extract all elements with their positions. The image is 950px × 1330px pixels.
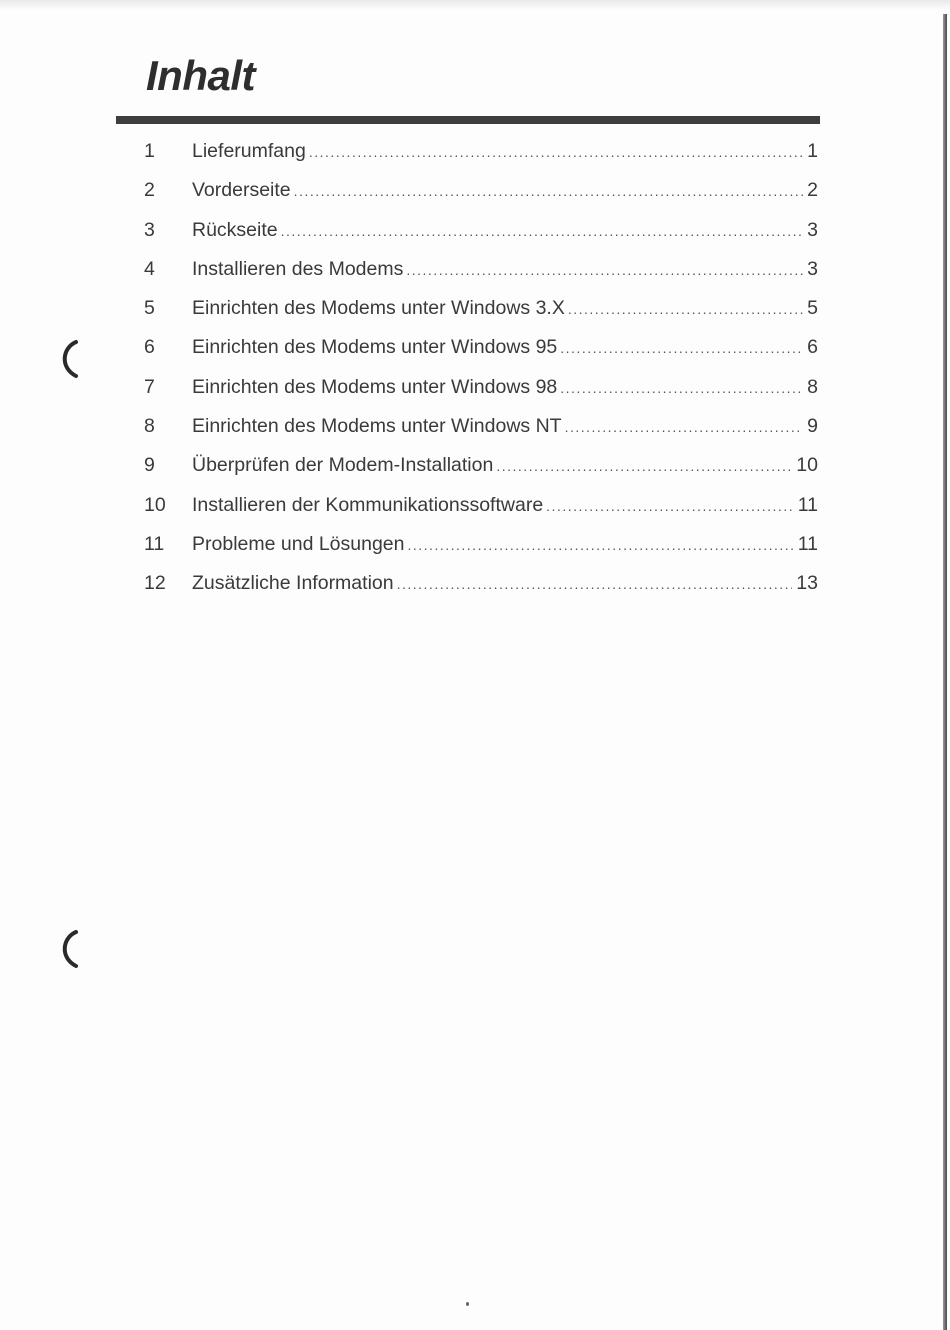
punch-hole-mark	[52, 338, 86, 380]
toc-page-number: 11	[797, 493, 818, 516]
toc-number: 12	[144, 572, 166, 595]
toc-page-number: 9	[807, 415, 818, 438]
toc-number: 9	[144, 454, 155, 477]
toc-dot-leader	[560, 369, 803, 408]
toc-title: Einrichten des Modems unter Windows 95	[192, 336, 558, 359]
toc-page-number: 6	[807, 336, 818, 359]
toc-number: 5	[144, 297, 155, 320]
toc-entry	[144, 171, 818, 210]
toc-number: 3	[144, 218, 155, 241]
toc-page-number: 8	[807, 375, 818, 398]
toc-title: Einrichten des Modems unter Windows NT	[192, 415, 562, 438]
toc-page-number: 3	[807, 257, 818, 280]
toc-entry	[144, 446, 818, 485]
toc-dot-leader	[408, 526, 794, 565]
toc-number: 4	[144, 257, 155, 280]
page-right-edge	[943, 14, 947, 1330]
toc-title: Vorderseite	[192, 179, 291, 202]
toc-entry	[144, 328, 818, 367]
toc-dot-leader	[309, 133, 803, 172]
toc-page-number: 10	[796, 454, 818, 477]
toc-entry	[144, 250, 818, 289]
toc-title: Überprüfen der Modem-Installation	[192, 454, 494, 477]
toc-dot-leader	[546, 487, 794, 526]
toc-page-number: 3	[807, 218, 818, 241]
toc-dot-leader	[496, 447, 792, 486]
toc-entry	[144, 407, 818, 446]
punch-hole-mark	[52, 928, 86, 970]
toc-title: Zusätzliche Information	[192, 572, 394, 595]
toc-title: Installieren des Modems	[192, 257, 404, 280]
toc-entry	[144, 525, 818, 564]
toc-page-number: 13	[796, 572, 818, 595]
toc-entry	[144, 211, 818, 250]
toc-number: 8	[144, 415, 155, 438]
toc-number: 2	[144, 179, 155, 202]
toc-title: Rückseite	[192, 218, 278, 241]
toc-number: 11	[144, 532, 165, 555]
toc-entry	[144, 486, 818, 525]
toc-dot-leader	[294, 172, 803, 211]
toc-page-number: 2	[807, 179, 818, 202]
page-title: Inhalt	[146, 52, 255, 99]
toc-page-number: 5	[807, 297, 818, 320]
toc-dot-leader	[397, 565, 793, 604]
toc-number: 1	[144, 140, 155, 162]
toc-title: Einrichten des Modems unter Windows 98	[192, 375, 558, 398]
toc-title: Einrichten des Modems unter Windows 3.X	[192, 297, 565, 320]
toc-title: Installieren der Kommunikationssoftware	[192, 493, 544, 516]
toc-dot-leader	[560, 329, 803, 368]
title-rule	[116, 116, 820, 124]
toc-title: Lieferumfang	[192, 140, 306, 162]
toc-title: Probleme und Lösungen	[192, 532, 405, 555]
toc-number: 6	[144, 336, 155, 359]
toc-entry	[144, 289, 818, 328]
toc-dot-leader	[281, 212, 804, 251]
toc-dot-leader	[568, 290, 803, 329]
toc-dot-leader	[406, 251, 803, 290]
table-of-contents	[144, 132, 818, 604]
toc-dot-leader	[565, 408, 804, 447]
toc-number: 10	[144, 493, 166, 516]
toc-entry	[144, 564, 818, 603]
paper-speck	[466, 1302, 469, 1306]
toc-entry	[144, 132, 818, 171]
toc-entry	[144, 368, 818, 407]
page-top-shadow	[0, 0, 950, 10]
toc-page-number: 1	[807, 140, 818, 162]
toc-number: 7	[144, 375, 155, 398]
toc-page-number: 11	[797, 532, 818, 555]
